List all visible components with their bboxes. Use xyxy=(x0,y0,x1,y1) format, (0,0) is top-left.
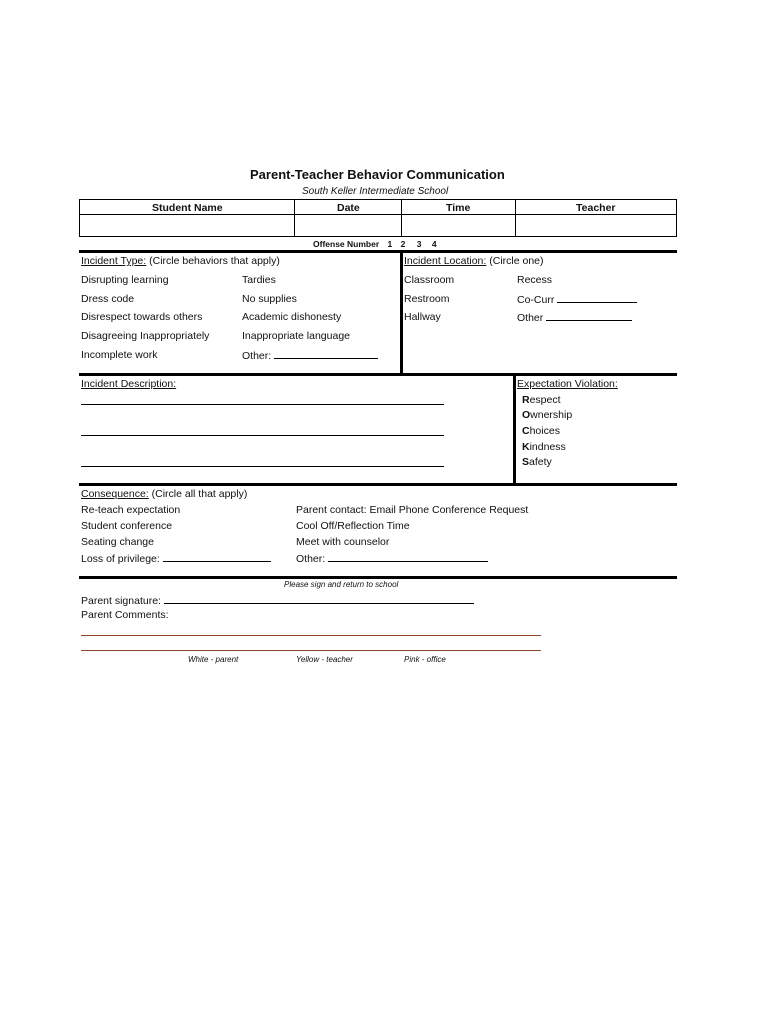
school-name: South Keller Intermediate School xyxy=(302,186,449,197)
header-student-name: Student Name xyxy=(152,202,223,214)
consequence-item[interactable]: Cool Off/Reflection Time xyxy=(296,520,410,532)
incident-type-item[interactable]: Disrespect towards others xyxy=(81,311,203,323)
location-item[interactable]: Restroom xyxy=(404,293,450,305)
consequence-other-label: Other: xyxy=(296,553,326,565)
initial: C xyxy=(522,425,530,437)
divider xyxy=(79,483,677,486)
parent-comments-label: Parent Comments: xyxy=(81,609,169,621)
rest: wnership xyxy=(530,409,573,421)
divider xyxy=(79,576,677,579)
description-line[interactable] xyxy=(81,435,444,436)
incident-type-item[interactable]: Disagreeing Inappropriately xyxy=(81,330,210,342)
initial: O xyxy=(522,409,531,421)
initial: S xyxy=(522,456,530,468)
rest: espect xyxy=(529,394,561,406)
parent-signature-blank[interactable] xyxy=(164,594,474,604)
consequence-item[interactable]: Student conference xyxy=(81,520,173,532)
co-curr-label: Co-Curr xyxy=(517,294,555,306)
comment-line[interactable] xyxy=(81,650,541,651)
copy-yellow: Yellow - teacher xyxy=(296,655,353,664)
form-title: Parent-Teacher Behavior Communication xyxy=(250,167,505,182)
loss-of-privilege-blank[interactable] xyxy=(163,552,271,562)
incident-type-label: Incident Type: xyxy=(81,255,147,267)
rest: hoices xyxy=(529,425,560,437)
student-name-field[interactable] xyxy=(80,215,294,236)
consequence-label: Consequence: xyxy=(81,488,149,500)
consequence-item[interactable]: Seating change xyxy=(81,536,154,548)
consequence-other[interactable] xyxy=(296,552,488,565)
incident-type-item[interactable]: Inappropriate language xyxy=(242,330,351,342)
offense-3[interactable]: 3 xyxy=(416,239,422,249)
teacher-field[interactable] xyxy=(516,215,676,236)
expectation-item[interactable] xyxy=(522,394,561,406)
time-field[interactable] xyxy=(402,215,515,236)
incident-location-heading xyxy=(404,255,544,267)
divider xyxy=(79,250,677,253)
comment-line[interactable] xyxy=(81,635,541,636)
expectation-violation-heading: Expectation Violation: xyxy=(517,378,618,390)
incident-type-item[interactable]: Disrupting learning xyxy=(81,274,169,286)
location-other-blank[interactable] xyxy=(546,311,632,321)
loss-of-privilege-label: Loss of privilege: xyxy=(81,553,160,565)
description-line[interactable] xyxy=(81,404,444,405)
location-other[interactable] xyxy=(517,311,632,324)
incident-type-instruction: (Circle behaviors that apply) xyxy=(149,255,280,267)
date-field[interactable] xyxy=(295,215,401,236)
incident-type-item[interactable]: Tardies xyxy=(242,274,276,286)
location-item[interactable]: Classroom xyxy=(404,274,455,286)
copy-pink: Pink - office xyxy=(404,655,446,664)
consequence-item[interactable]: Parent contact: Email Phone Conference Request xyxy=(296,504,529,516)
consequence-instruction: (Circle all that apply) xyxy=(151,488,248,500)
offense-label: Offense Number xyxy=(313,239,380,249)
offense-number xyxy=(313,239,437,249)
expectation-item[interactable] xyxy=(522,425,560,437)
header-time: Time xyxy=(446,202,471,214)
initial: K xyxy=(522,441,530,453)
location-item[interactable]: Hallway xyxy=(404,311,441,323)
offense-4[interactable]: 4 xyxy=(431,239,437,249)
incident-type-heading xyxy=(81,255,280,267)
incident-type-other[interactable] xyxy=(242,349,378,362)
consequence-item[interactable]: Re-teach expectation xyxy=(81,504,181,516)
divider xyxy=(513,375,516,484)
expectation-item[interactable] xyxy=(522,409,572,421)
parent-signature[interactable] xyxy=(81,594,474,607)
offense-2[interactable]: 2 xyxy=(400,239,406,249)
incident-location-label: Incident Location: xyxy=(404,255,487,267)
header-date: Date xyxy=(337,202,360,214)
divider xyxy=(79,373,677,376)
copy-white: White - parent xyxy=(188,655,239,664)
divider xyxy=(400,252,403,374)
incident-type-item[interactable]: Academic dishonesty xyxy=(242,311,342,323)
location-co-curr[interactable] xyxy=(517,293,637,306)
incident-location-instruction: (Circle one) xyxy=(489,255,544,267)
rest: afety xyxy=(529,456,552,468)
description-line[interactable] xyxy=(81,466,444,467)
initial: R xyxy=(522,394,530,406)
incident-type-item[interactable]: Incomplete work xyxy=(81,349,158,361)
incident-type-item[interactable]: No supplies xyxy=(242,293,297,305)
location-other-label: Other xyxy=(517,312,544,324)
other-label: Other: xyxy=(242,350,272,362)
rest: indness xyxy=(529,441,566,453)
offense-1[interactable]: 1 xyxy=(387,239,393,249)
header-teacher: Teacher xyxy=(576,202,616,214)
consequence-other-blank[interactable] xyxy=(328,552,488,562)
incident-type-item[interactable]: Dress code xyxy=(81,293,135,305)
incident-description-heading: Incident Description: xyxy=(81,378,177,390)
expectation-item[interactable] xyxy=(522,441,566,453)
parent-signature-label: Parent signature: xyxy=(81,595,161,607)
expectation-item[interactable] xyxy=(522,456,552,468)
co-curr-blank[interactable] xyxy=(557,293,637,303)
consequence-item[interactable]: Meet with counselor xyxy=(296,536,390,548)
loss-of-privilege[interactable] xyxy=(81,552,271,565)
location-item[interactable]: Recess xyxy=(517,274,553,286)
return-note: Please sign and return to school xyxy=(284,580,399,589)
consequence-heading xyxy=(81,488,247,500)
other-blank[interactable] xyxy=(274,349,378,359)
